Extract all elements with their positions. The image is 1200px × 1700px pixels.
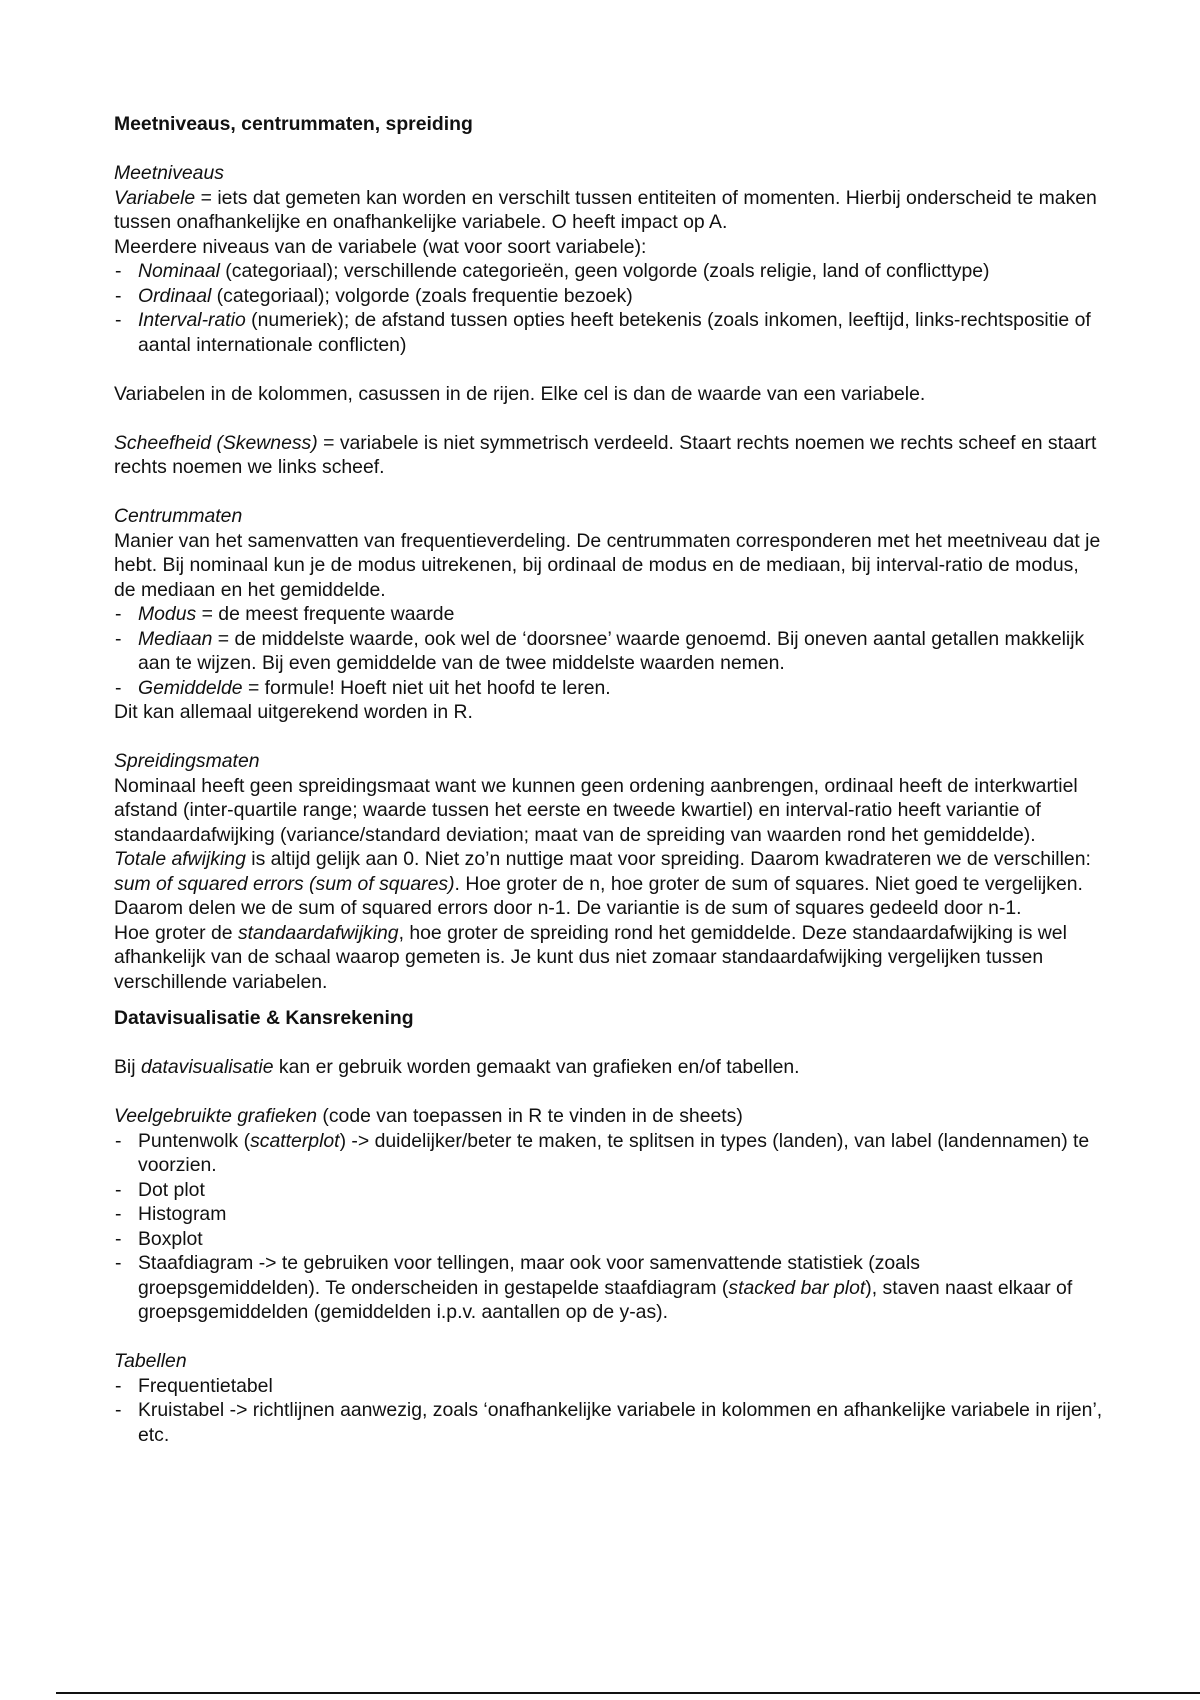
list-item: - Histogram	[114, 1202, 1104, 1227]
list-centrummaten	[114, 602, 1104, 700]
list-item: - Nominaal (categoriaal); verschillende categorieën, geen volgorde (zoals religie, land of conflicttype)	[114, 259, 1104, 284]
subheading-meetniveaus: Meetniveaus	[114, 162, 224, 184]
list-item: - Frequentietabel	[114, 1374, 1104, 1399]
paragraph-scheefheid: Scheefheid (Skewness) = variabele is niet symmetrisch verdeeld. Staart rechts noemen we rechts scheef en staart rechts noemen we links scheef.	[114, 431, 1097, 478]
paragraph-spreiding: Nominaal heeft geen spreidingsmaat want we kunnen geen ordening aanbrengen, ordinaal heeft de interkwartiel afstand (inter-quartile range; waarde tussen het eerste en tweede kwartiel) en interval-ratio heeft variantie of standaardafwijking (variance/standard deviation; maat van de spreiding van waarden rond het gemiddelde).	[114, 774, 1078, 846]
paragraph-variabele: Variabele = iets dat gemeten kan worden en verschilt tussen entiteiten of momenten. Hierbij onderscheid te maken tussen onafhankelijke en onafhankelijke variabele. O heeft impact op A.	[114, 186, 1097, 233]
list-meetniveaus	[114, 259, 1104, 357]
subheading-grafieken: Veelgebruikte grafieken (code van toepassen in R te vinden in de sheets)	[114, 1105, 743, 1127]
subheading-centrummaten: Centrummaten	[114, 505, 243, 527]
term-variabele: Variabele	[114, 186, 196, 209]
list-item: - Kruistabel -> richtlijnen aanwezig, zoals ‘onafhankelijke variabele in kolommen en afhankelijke variabele in rijen’, etc.	[114, 1398, 1104, 1447]
paragraph-datavisualisatie: Bij datavisualisatie kan er gebruik worden gemaakt van grafieken en/of tabellen.	[114, 1056, 800, 1078]
paragraph-kolommen: Variabelen in de kolommen, casussen in de rijen. Elke cel is dan de waarde van een variabele.	[114, 382, 926, 405]
subheading-tabellen: Tabellen	[114, 1350, 187, 1372]
term-scheefheid: Scheefheid (Skewness)	[114, 431, 318, 454]
list-item: - Gemiddelde = formule! Hoeft niet uit het hoofd te leren.	[114, 676, 1104, 701]
list-tabellen	[114, 1374, 1104, 1448]
list-grafieken	[114, 1129, 1104, 1325]
list-item: - Dot plot	[114, 1178, 1104, 1203]
paragraph-niveaus-intro: Meerdere niveaus van de variabele (wat voor soort variabele):	[114, 235, 647, 258]
bottom-divider	[56, 1692, 1200, 1694]
paragraph-centrummaten: Manier van het samenvatten van frequentieverdeling. De centrummaten corresponderen met het meetniveau dat je hebt. Bij nominaal kun je de modus uitrekenen, bij ordinaal de modus en de mediaan, bij interval-ratio de modus, de mediaan en het gemiddelde.	[114, 529, 1101, 601]
list-item: - Ordinaal (categoriaal); volgorde (zoals frequentie bezoek)	[114, 284, 1104, 309]
list-item: - Interval-ratio (numeriek); de afstand tussen opties heeft betekenis (zoals inkomen, leeftijd, links-rechtspositie of aantal internationale conflicten)	[114, 308, 1104, 357]
subheading-spreidingsmaten: Spreidingsmaten	[114, 750, 260, 772]
list-item: - Boxplot	[114, 1227, 1104, 1252]
paragraph-r: Dit kan allemaal uitgerekend worden in R.	[114, 701, 473, 723]
paragraph-standaardafwijking: Hoe groter de standaardafwijking, hoe groter de spreiding rond het gemiddelde. Deze standaardafwijking is wel afhankelijk van de schaal waarop gemeten is. Je kunt dus niet zomaar standaardafwijking vergelijken tussen verschillende variabelen.	[114, 921, 1067, 993]
section-title-datavisualisatie: Datavisualisatie & Kansrekening	[114, 1007, 414, 1029]
list-item: - Staafdiagram -> te gebruiken voor tellingen, maar ook voor samenvattende statistiek (zoals groepsgemiddelden). Te onderscheiden in gestapelde staafdiagram (stacked bar plot), staven naast elkaar of groepsgemiddelden (gemiddelden i.p.v. aantallen op de y-as).	[114, 1251, 1104, 1325]
list-item: - Modus = de meest frequente waarde	[114, 602, 1104, 627]
paragraph-totale-afwijking: Totale afwijking is altijd gelijk aan 0. Niet zo’n nuttige maat voor spreiding. Daarom kwadrateren we de verschillen: sum of squared errors (sum of squares). Hoe groter de n, hoe groter de sum of squares. Niet goed te vergelijken. Daarom delen we de sum of squared errors door n-1. De variantie is de sum of squares gedeeld door n-1.	[114, 848, 1091, 919]
list-item: - Puntenwolk (scatterplot) -> duidelijker/beter te maken, te splitsen in types (landen), van label (landennamen) te voorzien.	[114, 1129, 1104, 1178]
document-page	[114, 112, 1104, 1447]
section-title-meetniveaus: Meetniveaus, centrummaten, spreiding	[114, 113, 473, 135]
list-item: - Mediaan = de middelste waarde, ook wel de ‘doorsnee’ waarde genoemd. Bij oneven aantal getallen makkelijk aan te wijzen. Bij even gemiddelde van de twee middelste waarden nemen.	[114, 627, 1104, 676]
